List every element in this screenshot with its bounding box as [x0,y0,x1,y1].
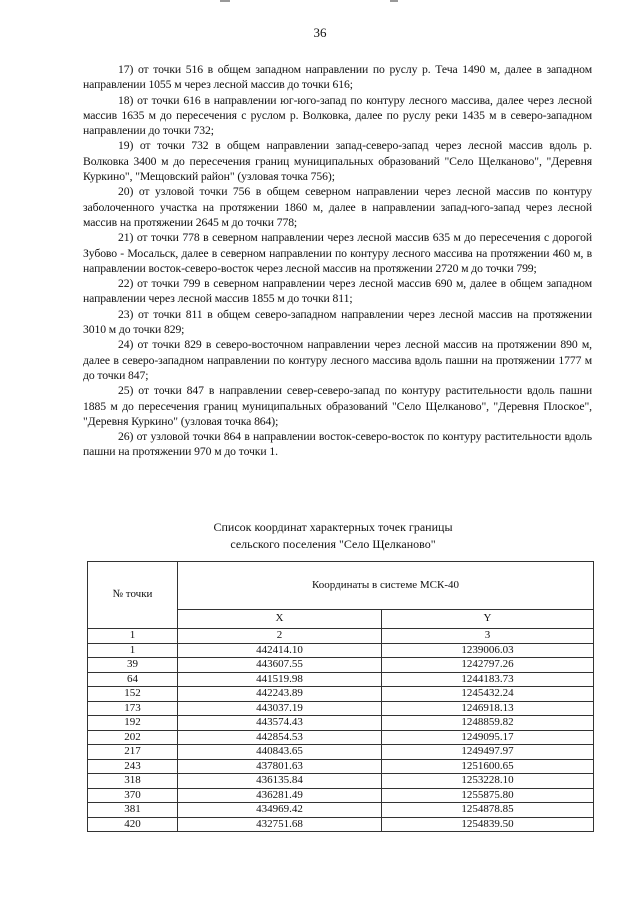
paragraph: 17) от точки 516 в общем западном направлении по руслу р. Теча 1490 м, далее в западном направлении 1055 м через лесной массив до точки 616; [83,63,592,92]
boundary-description [83,62,592,460]
paragraph: 26) от узловой точки 864 в направлении восток-северо-восток по контуру растительности вдоль пашни на протяжении 970 м до точки 1. [83,430,592,459]
y-coordinate-cell: 1254878.85 [382,803,594,818]
scan-mark-right [390,0,398,2]
y-coordinate-cell: 1248859.82 [382,716,594,731]
point-number-cell: 420 [88,817,178,832]
header-point-number: № точки [88,562,178,629]
coordinate-rows [88,643,594,832]
paragraph: 19) от точки 732 в общем направлении запад-северо-запад через лесной массив вдоль р. Волковка 3400 м до пересечения границ муниципальных образований "Село Щелканово", "Деревня Куркино", "Мещовский район" (узловая точка 756); [83,139,592,184]
column-number-row [88,629,594,644]
paragraph: 18) от точки 616 в направлении юг-юго-запад по контуру лесного массива, далее через лесной массив 1635 м до пересечения с руслом р. Волковка, далее по руслу реки 1435 м в северо-западном направлении до точки 732; [83,93,592,138]
title-line-2: сельского поселения "Село Щелканово" [230,537,436,551]
point-number-cell: 39 [88,658,178,673]
paragraph: 25) от точки 847 в направлении север-северо-запад по контуру растительности вдоль пашни 1885 м до пересечения границ муниципальных образований "Село Щелканово", "Деревня Плоское", "Деревня Куркино" (узловая точка 864); [83,384,592,428]
x-coordinate-cell: 443607.55 [178,658,382,673]
point-number-cell: 1 [88,643,178,658]
point-number-cell: 243 [88,759,178,774]
paragraph: 21) от точки 778 в северном направлении через лесной массив 635 м до пересечения с дорогой Зубово - Мосальск, далее в северном направлении по контуру лесного массива на протяжении 460 м, в направлении восток-северо-восток через лесной массив на протяжении 2720 м до точки 799; [83,231,592,275]
point-number-cell: 173 [88,701,178,716]
table-row [88,803,594,818]
x-coordinate-cell: 432751.68 [178,817,382,832]
x-coordinate-cell: 442414.10 [178,643,382,658]
x-coordinate-cell: 436281.49 [178,788,382,803]
point-number-cell: 152 [88,687,178,702]
point-number-cell: 192 [88,716,178,731]
table-row [88,687,594,702]
page-number: 36 [313,25,327,40]
header-coordinate-system: Координаты в системе МСК-40 [178,562,594,610]
y-coordinate-cell: 1244183.73 [382,672,594,687]
point-number-cell: 217 [88,745,178,760]
column-number: 3 [382,629,594,644]
x-coordinate-cell: 437801.63 [178,759,382,774]
y-coordinate-cell: 1245432.24 [382,687,594,702]
table-row [88,701,594,716]
table-row [88,658,594,673]
table-row [88,774,594,789]
y-coordinate-cell: 1254839.50 [382,817,594,832]
table-row [88,817,594,832]
y-coordinate-cell: 1251600.65 [382,759,594,774]
paragraph: 24) от точки 829 в северо-восточном направлении через лесной массив на протяжении 890 м, далее в северо-западном направлении по контуру лесного массива вдоль пашни на протяжении 1777 м до точки 847; [83,338,592,382]
table-header-row [88,562,594,610]
x-coordinate-cell: 440843.65 [178,745,382,760]
table-row [88,759,594,774]
x-coordinate-cell: 442854.53 [178,730,382,745]
paragraph: 20) от узловой точки 756 в общем северном направлении через лесной массив по контуру заболоченного участка на протяжении 1860 м, далее в направлении запад-юго-запад через лесной массив на протяжении 2645 м до точки 778; [83,185,592,229]
table-row [88,730,594,745]
point-number-cell: 64 [88,672,178,687]
y-coordinate-cell: 1249095.17 [382,730,594,745]
x-coordinate-cell: 443037.19 [178,701,382,716]
header-y: Y [382,610,594,629]
y-coordinate-cell: 1255875.80 [382,788,594,803]
table-row [88,716,594,731]
column-number: 1 [88,629,178,644]
x-coordinate-cell: 441519.98 [178,672,382,687]
scan-mark-left [220,0,230,2]
y-coordinate-cell: 1239006.03 [382,643,594,658]
table-row [88,788,594,803]
header-x: X [178,610,382,629]
y-coordinate-cell: 1249497.97 [382,745,594,760]
point-number-cell: 318 [88,774,178,789]
point-number-cell: 202 [88,730,178,745]
x-coordinate-cell: 436135.84 [178,774,382,789]
paragraph: 22) от точки 799 в северном направлении через лесной массив 690 м, далее в общем западном направлении через лесной массив 1855 м до точки 811; [83,277,592,306]
title-line-1: Список координат характерных точек границы [213,520,453,534]
x-coordinate-cell: 434969.42 [178,803,382,818]
table-row [88,745,594,760]
y-coordinate-cell: 1242797.26 [382,658,594,673]
point-number-cell: 381 [88,803,178,818]
paragraph: 23) от точки 811 в общем северо-западном направлении через лесной массив на протяжении 3010 м до точки 829; [83,307,592,337]
table-row [88,672,594,687]
coordinates-table [87,561,594,832]
y-coordinate-cell: 1246918.13 [382,701,594,716]
column-number: 2 [178,629,382,644]
coordinates-list-title [0,519,640,553]
point-number-cell: 370 [88,788,178,803]
y-coordinate-cell: 1253228.10 [382,774,594,789]
table-row [88,643,594,658]
x-coordinate-cell: 443574.43 [178,716,382,731]
x-coordinate-cell: 442243.89 [178,687,382,702]
